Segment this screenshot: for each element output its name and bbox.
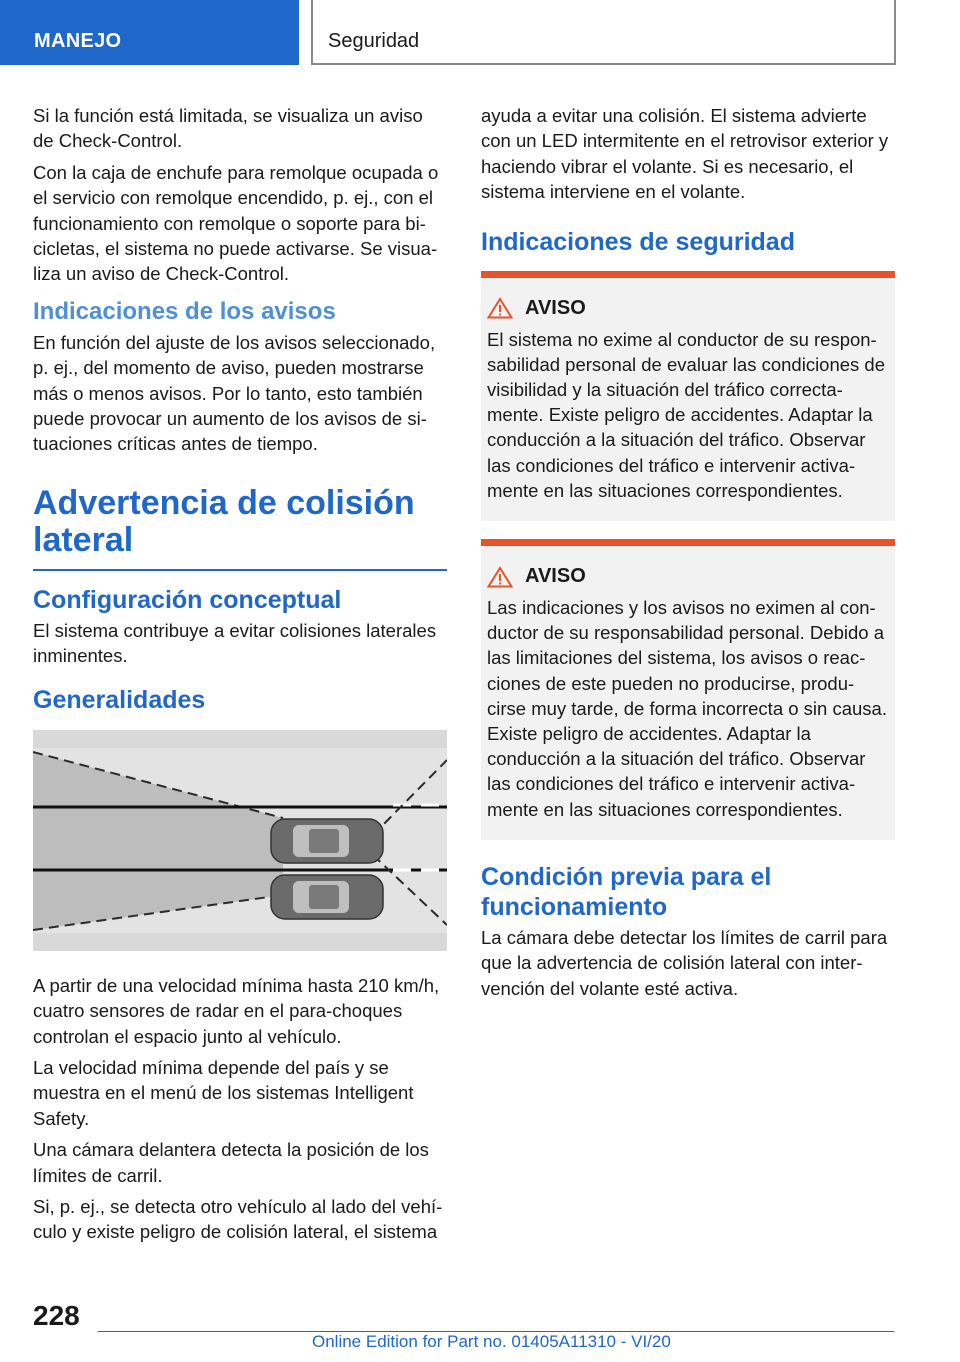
paragraph: El sistema contribuye a evitar colisiones laterales inminentes. bbox=[33, 619, 437, 667]
warning-title: AVISO bbox=[525, 296, 586, 319]
paragraph: En función del ajuste de los avisos seleccionado, p. ej., del momento de aviso, pueden mostrarse más o menos avisos. Por lo tanto, esto también puede provocar un aumento de los avisos de si-tuaciones críticas antes de tiempo. bbox=[33, 331, 436, 455]
paragraph: Una cámara delantera detecta la posición de los límites de carril. bbox=[33, 1139, 429, 1186]
heading-config: Configuración conceptual bbox=[33, 585, 342, 614]
warning-box bbox=[481, 271, 895, 521]
right-column bbox=[481, 103, 895, 1007]
paragraph: A partir de una velocidad mínima hasta 210 km/h, cuatro sensores de radar en el para-choques controlan el espacio junto al vehículo. bbox=[33, 974, 440, 1047]
radar-illustration bbox=[33, 730, 447, 951]
edition-text: Online Edition for Part no. 01405A11310 - VI/20 bbox=[312, 1332, 671, 1351]
heading-seguridad: Indicaciones de seguridad bbox=[481, 227, 795, 256]
section-label: MANEJO bbox=[34, 30, 122, 52]
heading-avisos: Indicaciones de los avisos bbox=[33, 297, 336, 325]
heading-generalidades: Generalidades bbox=[33, 685, 206, 714]
car-icon bbox=[271, 819, 383, 863]
page-number: 228 bbox=[33, 1300, 80, 1331]
road-diagram bbox=[33, 730, 447, 951]
paragraph: La cámara debe detectar los límites de carril para que la advertencia de colisión lateral con inter-vención del volante esté activa. bbox=[481, 926, 888, 999]
paragraph: La velocidad mínima depende del país y se muestra en el menú de los sistemas Intelligent Safety. bbox=[33, 1056, 414, 1129]
chapter-header bbox=[311, 0, 896, 65]
warning-text: El sistema no exime al conductor de su respon-sabilidad personal de evaluar las condiciones de visibilidad y la situación del tráfico correcta-mente. Existe peligro de accidentes. Adaptar la conducción a la situación del tráfico. Observar las condiciones del tráfico e intervenir activa-mente en las situaciones correspondientes. bbox=[487, 328, 886, 501]
paragraph: ayuda a evitar una colisión. El sistema advierte con un LED intermitente en el retrovisor exterior y haciendo vibrar el volante. Si es necesario, el sistema interviene en el volante. bbox=[481, 105, 889, 203]
paragraph: Si, p. ej., se detecta otro vehículo al lado del vehí-culo y existe peligro de colisión lateral, el sistema bbox=[33, 1195, 443, 1243]
warning-text: Las indicaciones y los avisos no eximen al con-ductor de su responsabilidad personal. Debido a las limitaciones del sistema, los avisos o reac-ciones de este pueden no producirse, produ-cirse muy tarde, de forma incorrecta o sin causa. Existe peligro de accidentes. Adaptar la conducción a la situación del tráfico. Observar las condiciones del tráfico e intervenir activa-mente en las situaciones correspondientes. bbox=[487, 597, 887, 820]
warning-title: AVISO bbox=[525, 565, 586, 588]
car-icon bbox=[271, 875, 383, 919]
left-column bbox=[33, 103, 447, 1251]
paragraph: Si la función está limitada, se visualiza un aviso de Check-Control. bbox=[33, 105, 423, 152]
section-tab[interactable] bbox=[0, 0, 299, 65]
paragraph: Con la caja de enchufe para remolque ocupada o el servicio con remolque encendido, p. ej., con el funcionamiento con remolque o soporte para bi-cicletas, el sistema no puede activarse. Se visua-liza un aviso de Check-Control. bbox=[33, 161, 439, 285]
warning-header bbox=[487, 565, 887, 588]
warning-header bbox=[487, 297, 887, 320]
warning-triangle-icon bbox=[487, 566, 513, 588]
warning-triangle-icon bbox=[487, 297, 513, 319]
section-title: Advertencia de colisión lateral bbox=[33, 485, 447, 571]
heading-condicion: Condición previa para el funcionamiento bbox=[481, 862, 772, 921]
warning-box bbox=[481, 539, 895, 840]
chapter-label: Seguridad bbox=[328, 30, 420, 52]
